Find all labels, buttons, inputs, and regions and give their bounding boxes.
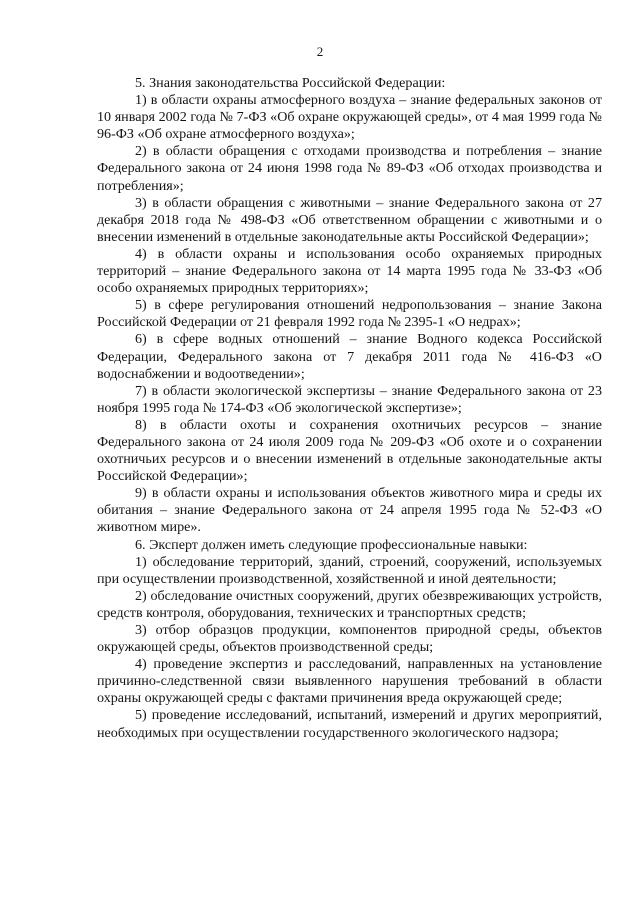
list-item-hunting: 8) в области охоты и сохранения охотничьих ресурсов – знание Федерального закона от 24 июля 2009 года № 209-ФЗ «Об охоте и о сохранении охотничьих ресурсов и о внесении изменений в отдельные законодательные акты Российской Федерации»; xyxy=(97,416,602,485)
page-number: 2 xyxy=(316,44,324,59)
list-item-ecological-expertise: 7) в области экологической экспертизы – знание Федерального закона от 23 ноября 1995 года № 174-ФЗ «Об экологической экспертизе»; xyxy=(97,382,602,416)
section-heading-skills: 6. Эксперт должен иметь следующие профессиональные навыки: xyxy=(135,536,528,553)
list-item-water: 6) в сфере водных отношений – знание Водного кодекса Российской Федерации, Федерального закона от 7 декабря 2011 года № 416-ФЗ «О водоснабжении и водоотведении»; xyxy=(97,331,602,382)
document-body xyxy=(97,75,602,742)
section-heading-legislation: 5. Знания законодательства Российской Федерации: xyxy=(135,75,446,91)
list-item-air-protection: 1) в области охраны атмосферного воздуха – знание федеральных законов от 10 января 2002 года № 7-ФЗ «Об охране окружающей среды», от 4 мая 1999 года № 96-ФЗ «Об охране атмосферного воздуха»; xyxy=(97,92,602,143)
list-item-subsoil: 5) в сфере регулирования отношений недропользования – знание Закона Российской Федерации от 21 февраля 1992 года № 2395-1 «О недрах»; xyxy=(97,297,602,331)
list-item-waste: 2) в области обращения с отходами производства и потребления – знание Федерального закона от 24 июня 1998 года № 89-ФЗ «Об отходах производства и потребления»; xyxy=(97,143,602,194)
list-item-inspection-territories: 1) обследование территорий, зданий, строений, сооружений, используемых при осуществлении производственной, хозяйственной и иной деятельности; xyxy=(97,553,602,587)
list-item-inspection-facilities: 2) обследование очистных сооружений, других обезвреживающих устройств, средств контроля, оборудования, технических и транспортных средств; xyxy=(97,587,602,621)
list-item-research: 5) проведение исследований, испытаний, измерений и других мероприятий, необходимых при осуществлении государственного экологического надзора; xyxy=(97,707,602,741)
list-item-wildlife: 9) в области охраны и использования объектов животного мира и среды их обитания – знание Федерального закона от 24 апреля 1995 года № 52-ФЗ «О животном мире». xyxy=(97,485,602,536)
list-item-sampling: 3) отбор образцов продукции, компонентов природной среды, объектов окружающей среды, объектов производственной среды; xyxy=(97,622,602,656)
list-item-investigations: 4) проведение экспертиз и расследований, направленных на установление причинно-следственной связи выявленного нарушения требований в области охраны окружающей среды с фактами причинения вреда окружающей среде; xyxy=(97,656,602,707)
list-item-protected-areas: 4) в области охраны и использования особо охраняемых природных территорий – знание Федерального закона от 14 марта 1995 года № 33-ФЗ «Об особо охраняемых природных территориях»; xyxy=(97,245,602,297)
list-item-animals: 3) в области обращения с животными – знание Федерального закона от 27 декабря 2018 года № 498-ФЗ «Об ответственном обращении с животными и о внесении изменений в отдельные законодательные акты Российской Федерации»; xyxy=(97,194,602,245)
